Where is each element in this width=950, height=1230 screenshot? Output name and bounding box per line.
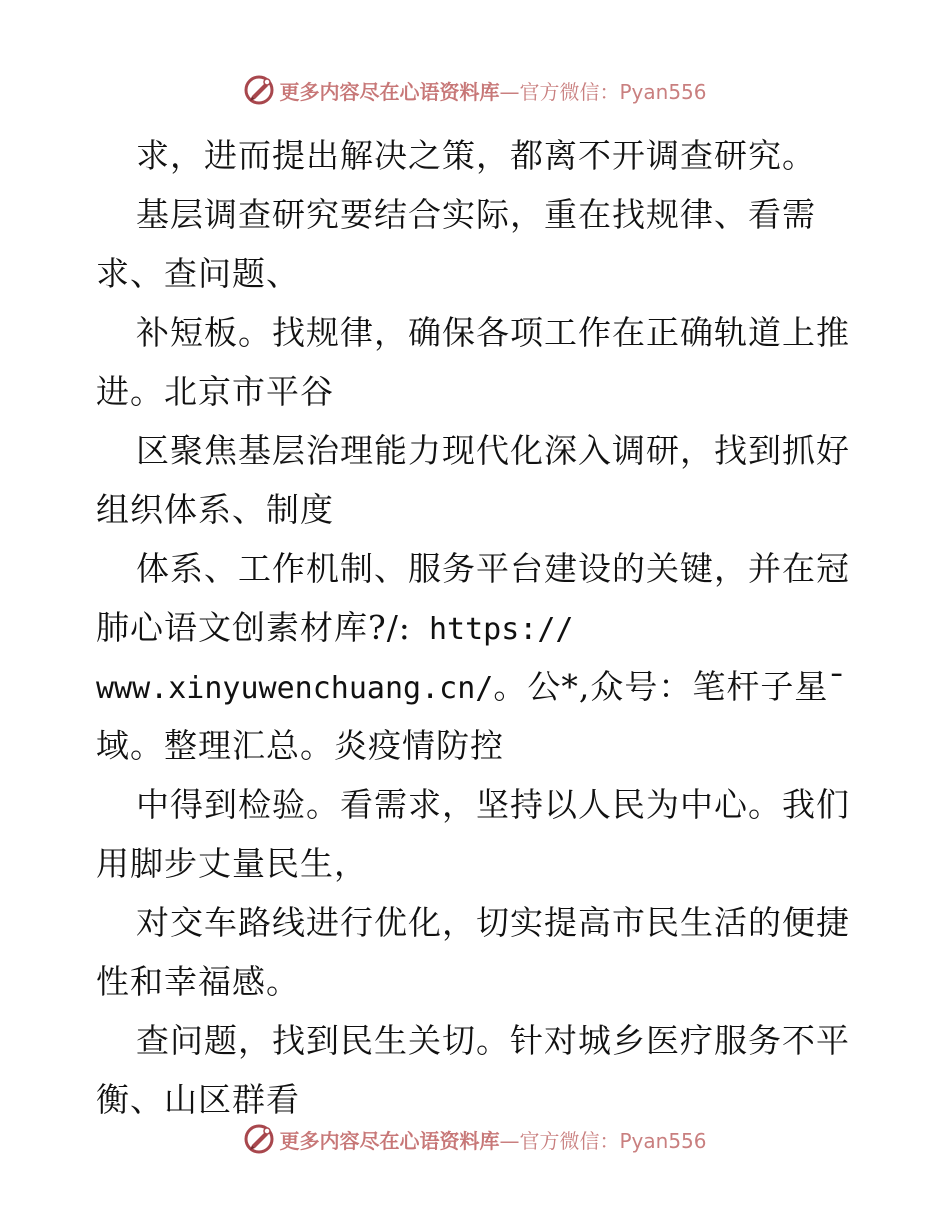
text-line: 域。整理汇总。炎疫情防控	[96, 726, 504, 765]
text-line: 进。北京市平谷	[96, 372, 334, 411]
document-body	[96, 126, 876, 1129]
footer-banner	[0, 1119, 950, 1159]
text-segment: 。公*,众号：笔杆子星¯	[493, 667, 846, 706]
banner-brand: 更多内容尽在心语资料库	[279, 1128, 500, 1153]
text-line: 性和幸福感。	[96, 962, 300, 1001]
header-banner	[0, 70, 950, 110]
url-domain: www.xinyuwenchuang.cn/	[96, 671, 494, 706]
text-line: 对交车路线进行优化，切实提高市民生活的便捷	[136, 903, 850, 942]
text-line: 体系、工作机制、服务平台建设的关键，并在冠	[136, 549, 850, 588]
banner-separator: —	[499, 79, 520, 104]
pen-logo-icon	[243, 1123, 275, 1155]
text-line: 查问题，找到民生关切。针对城乡医疗服务不平	[136, 1021, 850, 1060]
text-line: 中得到检验。看需求，坚持以人民为中心。我们	[136, 785, 850, 824]
banner-wechat-id: Pyan556	[619, 1128, 707, 1153]
pen-logo-icon	[243, 74, 275, 106]
text-line: 补短板。找规律，确保各项工作在正确轨道上推	[136, 313, 850, 352]
banner-text	[279, 1125, 706, 1154]
text-line: 基层调查研究要结合实际，重在找规律、看需	[136, 195, 816, 234]
banner-wechat-id: Pyan556	[619, 79, 707, 104]
text-segment: 肺心语文创素材库?/:	[96, 608, 411, 647]
text-line: 求，进而提出解决之策，都离不开调查研究。	[136, 136, 816, 175]
text-line: 区聚焦基层治理能力现代化深入调研，找到抓好	[136, 431, 850, 470]
text-line: 衡、山区群看	[96, 1080, 300, 1119]
text-line: 组织体系、制度	[96, 490, 334, 529]
banner-brand: 更多内容尽在心语资料库	[279, 79, 500, 104]
banner-wechat-label: 官方微信：	[519, 79, 620, 104]
text-line: 求、查问题、	[96, 254, 300, 293]
text-line: 用脚步丈量民生，	[96, 844, 368, 883]
text-line	[96, 657, 876, 716]
banner-wechat-label: 官方微信：	[519, 1128, 620, 1153]
banner-separator: —	[499, 1128, 520, 1153]
url-prefix: https://	[410, 612, 574, 647]
text-line	[96, 598, 876, 657]
banner-text	[279, 76, 706, 105]
